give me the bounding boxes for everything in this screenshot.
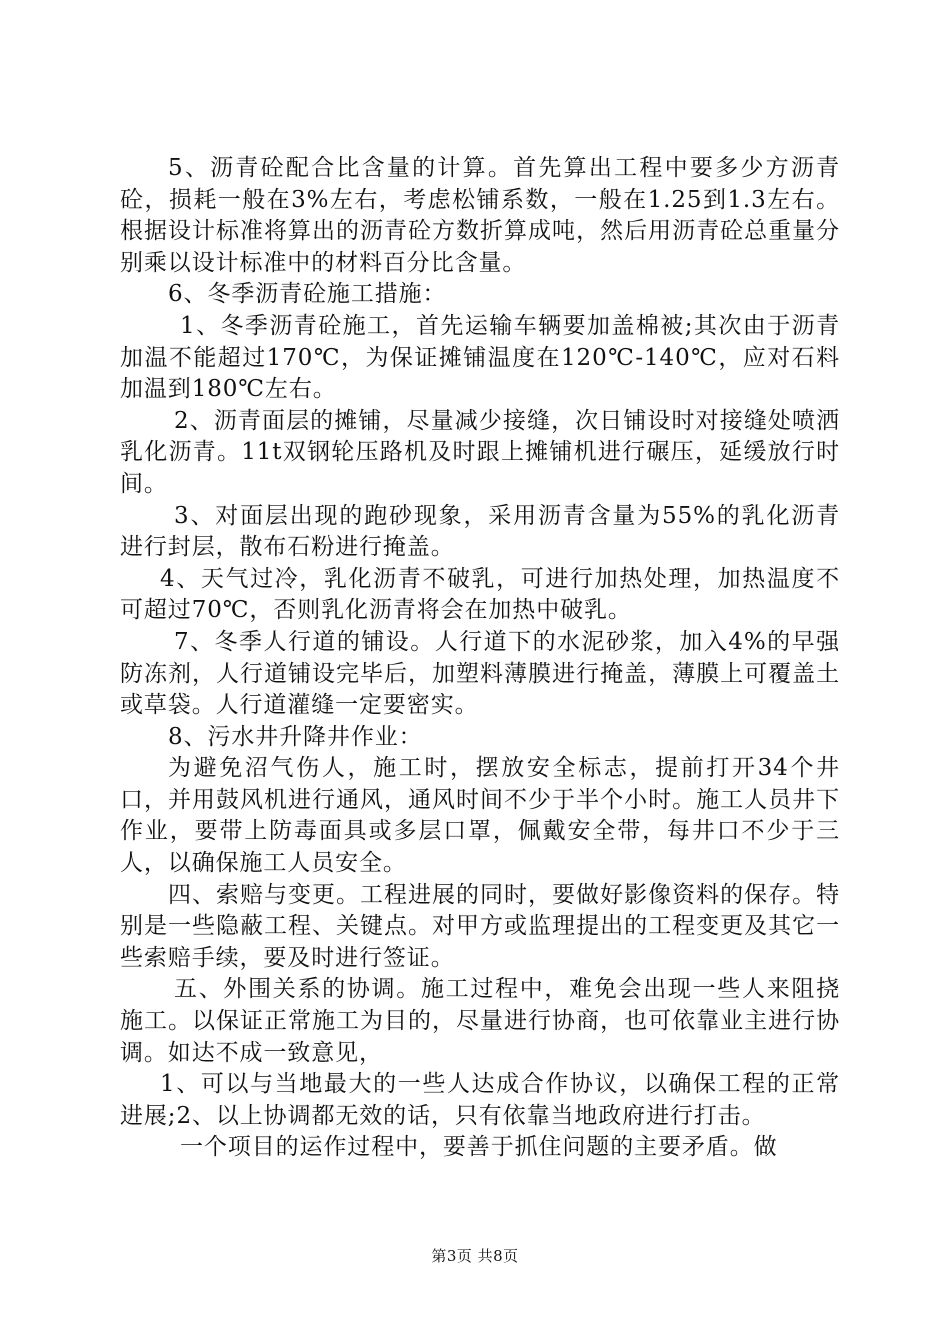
document-body bbox=[120, 153, 840, 1164]
paragraph-external-coordination: 五、外围关系的协调。施工过程中，难免会出现一些人来阻挠施工。以保证正常施工为目的，尽量进行协商，也可依靠业主进行协调。如达不成一致意见， bbox=[120, 976, 840, 1066]
page-number-footer: 第3页 共8页 bbox=[431, 1247, 519, 1265]
paragraph-winter-measures-heading: 6、冬季沥青砼施工措施： bbox=[168, 281, 447, 308]
paragraph-main-contradiction: 一个项目的运作过程中，要善于抓住问题的主要矛盾。做 bbox=[180, 1134, 778, 1161]
paragraph-sewer-well-safety: 为避免沼气伤人，施工时，摆放安全标志，提前打开34个井口，并用鼓风机进行通风，通风时间不少于半个小时。施工人员井下作业，要带上防毒面具或多层口罩，佩戴安全带，每井口不少于三人，以确保施工人员安全。 bbox=[120, 755, 840, 877]
paragraph-claims-changes: 四、索赔与变更。工程进展的同时，要做好影像资料的保存。特别是一些隐蔽工程、关键点。对甲方或监理提出的工程变更及其它一些索赔手续，要及时进行签证。 bbox=[120, 881, 840, 971]
paragraph-emulsion-heating: 4、天气过冷，乳化沥青不破乳，可进行加热处理，加热温度不可超过70℃，否则乳化沥青将会在加热中破乳。 bbox=[120, 565, 840, 624]
paragraph-asphalt-mix-calculation: 5、沥青砼配合比含量的计算。首先算出工程中要多少方沥青砼，损耗一般在3%左右，考虑松铺系数，一般在1.25到1.3左右。根据设计标准将算出的沥青砼方数折算成吨，然后用沥青砼总重量分别乘以设计标准中的材料百分比含量。 bbox=[120, 155, 840, 276]
paragraph-winter-transport-heating: 1、冬季沥青砼施工，首先运输车辆要加盖棉被;其次由于沥青加温不能超过170℃，为保证摊铺温度在120℃-140℃，应对石料加温到180℃左右。 bbox=[120, 312, 840, 403]
paragraph-sand-running: 3、对面层出现的跑砂现象，采用沥青含量为55%的乳化沥青进行封层，散布石粉进行掩盖。 bbox=[120, 502, 840, 561]
paragraph-winter-sidewalk: 7、冬季人行道的铺设。人行道下的水泥砂浆，加入4%的早强防冻剂，人行道铺设完毕后，加塑料薄膜进行掩盖，薄膜上可覆盖土或草袋。人行道灌缝一定要密实。 bbox=[120, 628, 840, 719]
paragraph-sewer-well-heading: 8、污水井升降井作业： bbox=[168, 723, 423, 750]
paragraph-coordination-options: 1、可以与当地最大的一些人达成合作协议，以确保工程的正常进展;2、以上协调都无效的话，只有依靠当地政府进行打击。 bbox=[120, 1071, 840, 1129]
paragraph-surface-paving: 2、沥青面层的摊铺，尽量减少接缝，次日铺设时对接缝处喷洒乳化沥青。11t双钢轮压路机及时跟上摊铺机进行碾压，延缓放行时间。 bbox=[120, 407, 840, 497]
